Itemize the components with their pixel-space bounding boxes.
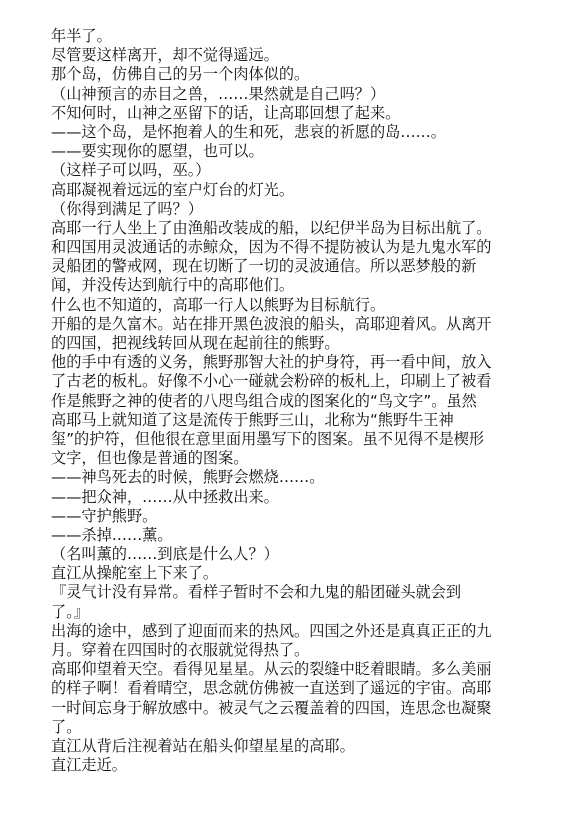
text-line: 『灵气计没有异常。看样子暂时不会和九鬼的船团碰头就会到 xyxy=(51,583,462,602)
text-line: 的样子啊！看着晴空，思念就仿佛被一直送到了遥远的宇宙。高耶 xyxy=(51,679,492,698)
text-line: 高耶马上就知道了这是流传于熊野三山，北称为“熊野牛王神 xyxy=(51,410,454,429)
text-line: 玺”的护符，但他很在意里面用墨写下的图案。虽不见得不是楔形 xyxy=(51,429,485,448)
text-line: 高耶凝视着远远的室户灯台的灯光。 xyxy=(51,180,294,199)
text-line: 了。』 xyxy=(51,602,89,621)
text-line: 文字，但也像是普通的图案。 xyxy=(51,449,249,468)
text-line: 的四国，把视线转回从现在起前往的熊野。 xyxy=(51,334,340,352)
text-line: 月。穿着在四国时的衣服就觉得热了。 xyxy=(51,641,310,659)
text-line: （名叫薰的……到底是什么人？） xyxy=(51,545,279,564)
text-line: 直江从操舵室上下来了。 xyxy=(51,564,219,583)
text-line: （山神预言的赤目之兽，……果然就是自己吗？） xyxy=(51,84,386,103)
text-line: ——把众神，……从中拯救出来。 xyxy=(51,487,279,506)
text-line: 直江走近。 xyxy=(51,756,127,775)
text-line: 和四国用灵波通话的赤鲸众，因为不得不提防被认为是九鬼水军的 xyxy=(51,238,492,257)
text-line: 高耶仰望着天空。看得见星星。从云的裂缝中眨着眼睛。多么美丽 xyxy=(51,660,492,679)
text-line: ——守护熊野。 xyxy=(51,506,158,525)
text-line: 高耶一行人坐上了由渔船改装成的船，以纪伊半岛为目标出航了。 xyxy=(51,218,492,237)
text-line: ——神鸟死去的时候，熊野会燃烧……。 xyxy=(51,468,325,487)
text-line: ——杀掉……薰。 xyxy=(51,525,173,544)
text-line: 出海的途中，感到了迎面而来的热风。四国之外还是真真正正的九 xyxy=(51,621,492,640)
text-line: 作是熊野之神的使者的八咫鸟组合成的图案化的“鸟文字”。虽然 xyxy=(51,391,477,410)
text-line: 年半了。 xyxy=(51,27,112,45)
text-line: 了。 xyxy=(51,717,82,736)
text-line: 直江从背后注视着站在船头仰望星星的高耶。 xyxy=(51,736,355,755)
text-line: 灵船团的警戒网，现在切断了一切的灵波通信。所以恶梦般的新 xyxy=(51,257,477,276)
text-line: 不知何时，山神之巫留下的话，让高耶回想了起来。 xyxy=(51,103,401,122)
text-line: 一时间忘身于解放感中。被灵气之云覆盖着的四国，连思念也凝聚 xyxy=(51,698,492,717)
text-line: 开船的是久富木。站在排开黑色波浪的船头，高耶迎着风。从离开 xyxy=(51,314,492,333)
text-line: 那个岛，仿佛自己的另一个肉体似的。 xyxy=(51,65,310,84)
text-line: ——这个岛，是怀抱着人的生和死，悲哀的祈愿的岛……。 xyxy=(51,122,446,141)
text-line: 了古老的板札。好像不小心一碰就会粉碎的板札上，印刷上了被看 xyxy=(51,372,492,391)
text-line: 他的手中有透的义务，熊野那智大社的护身符，再一看中间，放入 xyxy=(51,353,492,372)
text-line: ——要实现你的愿望，也可以。 xyxy=(51,142,264,161)
text-line: 闻，并没传达到航行中的高耶他们。 xyxy=(51,276,294,295)
text-line: （你得到满足了吗？） xyxy=(51,199,203,218)
text-line: （这样子可以吗，巫。） xyxy=(51,161,211,180)
text-line: 尽管要这样离开，却不觉得遥远。 xyxy=(51,46,279,65)
text-line: 什么也不知道的，高耶一行人以熊野为目标航行。 xyxy=(51,295,386,314)
